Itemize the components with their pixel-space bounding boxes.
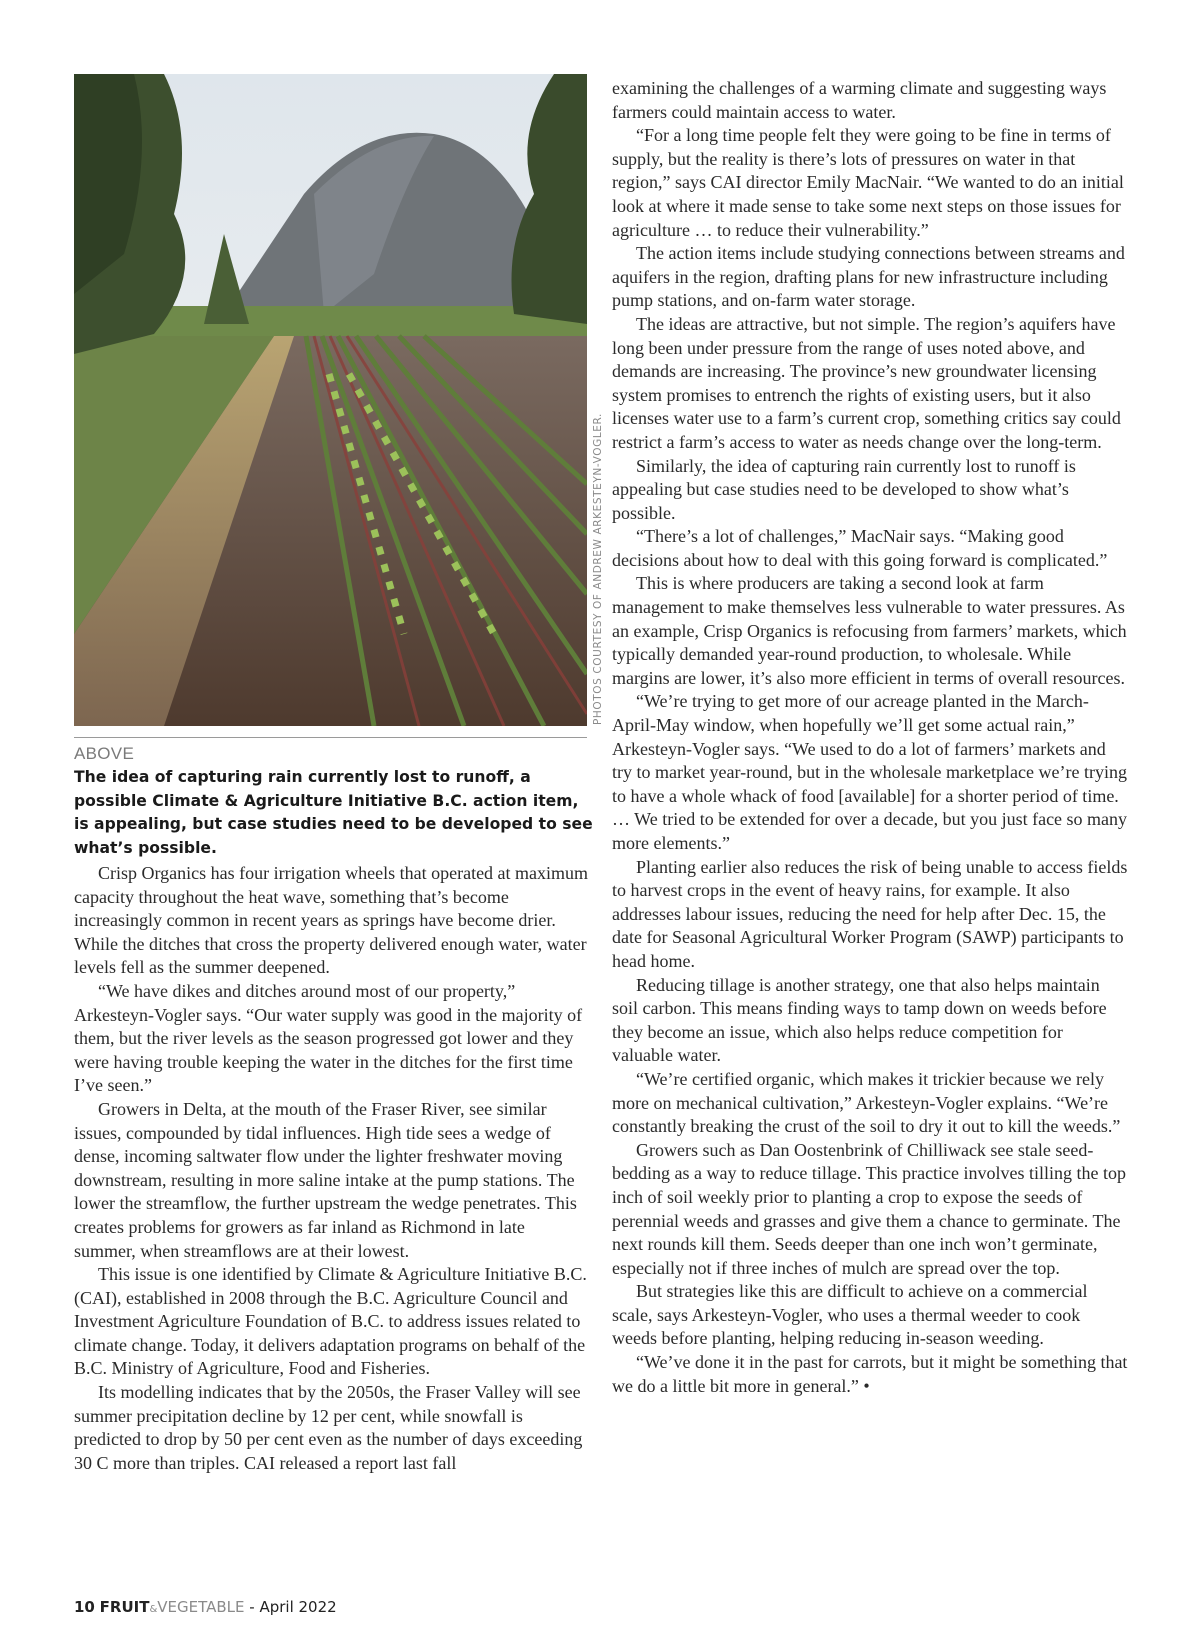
farm-field-photo (74, 74, 587, 726)
paragraph: Planting earlier also reduces the risk of being unable to access fields to harvest crops in the event of heavy rains, for example. It also addresses labour issues, reducing the need for help after Dec. 15, the date for Seasonal Agricultural Worker Program (SAWP) participants to head home. (612, 856, 1128, 971)
page-number: 10 (74, 1598, 95, 1616)
paragraph: This is where producers are taking a second look at farm management to make themselves less vulnerable to water pressures. As an example, Crisp Organics is refocusing from farmers’ markets, which typically demanded year-round production, to wholesale. While margins are lower, it’s also more efficient in terms of overall resources. (612, 573, 1127, 688)
right-column (612, 77, 1128, 1398)
paragraph: Its modelling indicates that by the 2050s, the Fraser Valley will see summer precipitation decline by 12 per cent, while snowfall is predicted to drop by 50 per cent even as the number of days exceeding 30 C more than triples. CAI released a report last fall (74, 1382, 583, 1473)
paragraph: But strategies like this are difficult to achieve on a commercial scale, says Arkesteyn-Vogler, who uses a thermal weeder to cook weeds before planting, helping reducing in-season weeding. (612, 1281, 1088, 1349)
magazine-name-bold: FRUIT (99, 1598, 150, 1616)
field-rows-image (74, 74, 587, 726)
page-footer (74, 1598, 337, 1616)
paragraph: “We’ve done it in the past for carrots, but it might be something that we do a little bit more in general.” • (612, 1352, 1128, 1396)
issue-date: - April 2022 (249, 1598, 337, 1616)
paragraph: This issue is one identified by Climate & Agriculture Initiative B.C. (CAI), established in 2008 through the B.C. Agriculture Council and Investment Agriculture Foundation of B.C. to address issues related to climate change. Today, it delivers adaptation programs on behalf of the B.C. Ministry of Agriculture, Food and Fisheries. (74, 1264, 587, 1379)
photo-credit: PHOTOS COURTESY OF ANDREW ARKESTEYN-VOGLER. (592, 413, 604, 725)
paragraph: examining the challenges of a warming climate and suggesting ways farmers could maintain access to water. (612, 78, 1107, 122)
left-column (74, 862, 590, 1475)
paragraph: The action items include studying connections between streams and aquifers in the region, drafting plans for new infrastructure including pump stations, and on-farm water storage. (612, 243, 1125, 311)
paragraph: Growers in Delta, at the mouth of the Fraser River, see similar issues, compounded by tidal influences. High tide sees a wedge of dense, incoming saltwater flow under the lighter freshwater moving downstream, resulting in more saline intake at the pump stations. The lower the streamflow, the further upstream the wedge penetrates. This creates problems for growers as far inland as Richmond in late summer, when streamflows are at their lowest. (74, 1098, 577, 1261)
caption-label: ABOVE (74, 744, 135, 763)
caption-text: The idea of capturing rain currently lost to runoff, a possible Climate & Agriculture Initiative B.C. action item, is appealing, but case studies need to be developed to see what’s possible. (74, 768, 593, 857)
paragraph: “We’re certified organic, which makes it trickier because we rely more on mechanical cultivation,” Arkesteyn-Vogler explains. “We’re constantly breaking the crust of the soil to dry it out to kill the weeds.” (612, 1068, 1121, 1137)
paragraph: “We have dikes and ditches around most of our property,” Arkesteyn-Vogler says. “Our water supply was good in the majority of them, but the river levels as the season progressed got lower and they were having trouble keeping the water in the ditches for the first time I’ve seen.” (74, 980, 583, 1096)
paragraph: Growers such as Dan Oostenbrink of Chilliwack see stale seed-bedding as a way to reduce tillage. This practice involves tilling the top inch of soil weekly prior to planting a crop to expose the seeds of perennial weeds and grasses and give them a chance to germinate. The next rounds kill them. Seeds deeper than one inch won’t germinate, especially not if three inches of mulch are spread over the top. (612, 1139, 1127, 1278)
paragraph: “We’re trying to get more of our acreage planted in the March-April-May window, when hopefully we’ll get some actual rain,” Arkesteyn-Vogler says. “We used to do a lot of farmers’ markets and try to market year-round, but in the wholesale marketplace we’re trying to have a whole whack of food [available] for a shorter period of time. … We tried to be extended for over a decade, but you just face so many more elements.” (612, 691, 1128, 853)
magazine-name-amp: & (149, 1604, 158, 1615)
paragraph: “There’s a lot of challenges,” MacNair says. “Making good decisions about how to deal with this going forward is complicated.” (612, 526, 1108, 570)
caption-divider (74, 737, 587, 738)
paragraph: Reducing tillage is another strategy, one that also helps maintain soil carbon. This means finding ways to tamp down on weeds before they become an issue, which also helps reduce competition for valuable water. (612, 974, 1107, 1066)
paragraph: The ideas are attractive, but not simple. The region’s aquifers have long been under pressure from the range of uses noted above, and demands are increasing. The province’s new groundwater licensing system promises to entrench the rights of existing users, but it also licenses water use to a farm’s current crop, something critics say could restrict a farm’s access to water as needs change over the long-term. (612, 313, 1121, 452)
magazine-name-light: VEGETABLE (157, 1598, 245, 1616)
paragraph: “For a long time people felt they were going to be fine in terms of supply, but the reality is there’s lots of pressures on water in that region,” says CAI director Emily MacNair. “We wanted to do an initial look at where it made sense to take some next steps on those issues for agriculture … to reduce their vulnerability.” (612, 125, 1124, 240)
paragraph: Crisp Organics has four irrigation wheels that operated at maximum capacity throughout the heat wave, something that’s become increasingly common in recent years as springs have become drier. While the ditches that cross the property delivered enough water, water levels fell as the summer deepened. (74, 863, 589, 978)
paragraph: Similarly, the idea of capturing rain currently lost to runoff is appealing but case studies need to be developed to show what’s possible. (612, 455, 1076, 523)
